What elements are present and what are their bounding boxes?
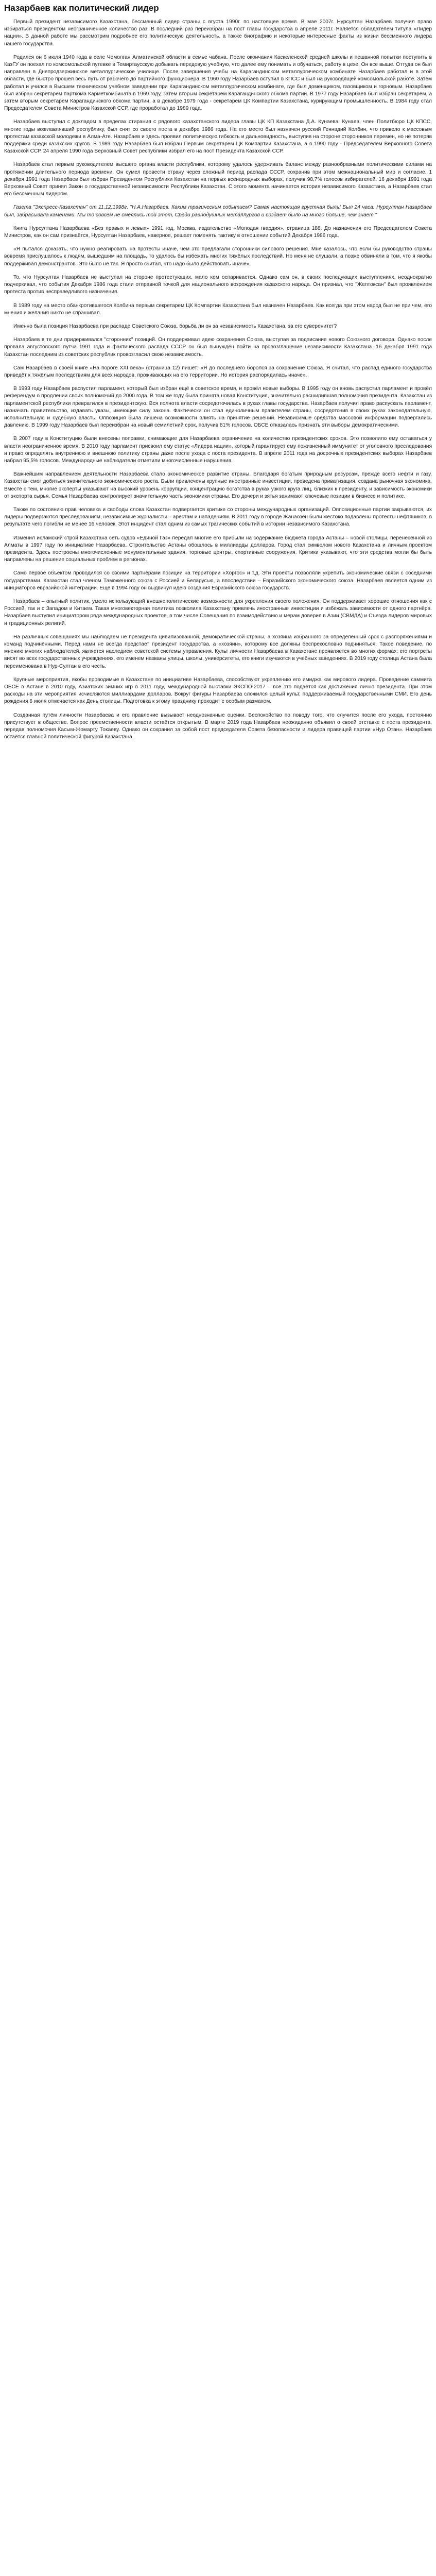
- paragraph-text: Книга Нурсултана Назарбаева «Без правых и левых» 1991 год, Москва, издательство «Молодая гвардия», страница 188. До назначения его Председателем Совета Министров, как он сам признаётся, Нурсултан Назарбаев, наверное, решает поменять тактику в отношении событий Декабря 1986 года.: [4, 225, 432, 239]
- paragraph-text: Назарбаев стал первым руководителем высшего органа власти республики, которому удалось удерживать баланс между разнообразными политическими силами на протяжении длительного периода времени. Он сумел провести страну через сложный период распада СССР, сохранив при этом межнациональный мир и согласие. 1 декабря 1991 года Назарбаев был избран Президентом Республики Казахстан на первых всенародных выборах, получив 98,7% голосов избирателей. 16 декабря 1991 года Верховный Совет принял Закон о государственной независимости Республики Казахстан. С этого момента начинается история независимого Казахстана, а Назарбаев стал его бессменным лидером.: [4, 162, 432, 197]
- paragraph-text: Также по состоянию прав человека и свободы слова Казахстан подвергается критике со стороны международных организаций. Оппозиционные партии закрываются, их лидеры подвергаются преследованиям, независимые журналисты – арестам и нападениям. В 2011 году в городе Жанаозен были жестоко подавлены протесты нефтяников, в результате чего погибли не менее 16 человек. Этот инцидент стал одним из самых трагических событий в истории независимого Казахстана.: [4, 506, 432, 528]
- paragraph: [4, 385, 432, 429]
- paragraph: [4, 365, 432, 379]
- paragraph-text: Назарбаев в те дни придерживался "сторонних" позиций. Он поддерживал идею сохранения Союза, выступая за подписание нового Союзного договора. Однако после провала августовского путча 1991 года и фактического распада СССР он был вынужден пойти на провозглашение независимости Казахстана. 16 декабря 1991 года Казахстан последним из советских республик провозгласил свою независимость.: [4, 337, 432, 358]
- paragraph: [4, 246, 432, 268]
- paragraph-text: «Я пытался доказать, что нужно реагировать на протесты иначе, чем это предлагали сторонники силового решения. Мне казалось, что если бы руководство страны вовремя прислушалось к людям, вышедшим на площадь, то удалось бы избежать многих тяжёлых последствий. Но меня не слушали, а позже обвиняли в том, что я якобы поддерживал демонстрантов. Это было не так. Я просто считал, что надо было действовать иначе».: [4, 246, 432, 267]
- paragraph: [4, 19, 432, 48]
- paragraph-text: В 1989 году на место обанкротившегося Колбина первым секретарем ЦК Компартии Казахстана был назначен Назарбаев. Как всегда при этом народ был не при чем, его мнения и желания никто не спрашивал.: [4, 302, 432, 316]
- paragraph: [4, 712, 432, 741]
- paragraph: [4, 225, 432, 240]
- article-title: Назарбаев как политический лидер: [4, 3, 159, 13]
- paragraph: [4, 204, 432, 218]
- paragraph: [4, 336, 432, 359]
- paragraph: [4, 274, 432, 296]
- paragraph-text: Первый президент независимого Казахстана, бессменный лидер страны с вгуста 1990г. по настоящее время. В мае 2007г. Нурсултан Назарбаев получил право избираться президентом неограниченное количество раз. В последний раз переизбран на пост главы государства в апреле 2011г. Является обладателем титула «Лидер нации». В данной работе мы рассмотрим подробнее его политическую деятельность, а также биографию и некоторые интересные факты из жизни бессменного лидера нашего государства.: [4, 19, 432, 47]
- paragraph-text: В 2007 году в Конституцию были внесены поправки, снимающие для Назарбаева ограничение на количество президентских сроков. Это позволило ему оставаться у власти неограниченное время. В 2010 году парламент присвоил ему статус «Лидера нации», который гарантирует ему пожизненный иммунитет от уголовного преследования и право определять внутреннюю и внешнюю политику страны даже после ухода с поста президента. В апреле 2011 года на досрочных президентских выборах Назарбаев набрал 95,5% голосов. Международные наблюдатели отметили многочисленные нарушения.: [4, 436, 432, 464]
- article: [0, 0, 436, 741]
- paragraph-text: То, что Нурсултан Назарбаев не выступал на стороне протестующих, мало кем оспаривается. Однако сам он, в своих последующих выступлениях, неоднократно подчеркивал, что события Декабря 1986 года стали отправной точкой для национального возрождения казахского народа. Он признал, что "Желтоксан" был проявлением протеста против несправедливого назначения.: [4, 274, 432, 295]
- paragraph: [4, 161, 432, 198]
- paragraph: [4, 471, 432, 500]
- paragraph: [4, 54, 432, 113]
- paragraph: [4, 435, 432, 465]
- paragraph: [4, 570, 432, 592]
- paragraph-text: Сам Назарбаев в своей книге «На пороге XXI века» (страница 12) пишет: «Я до последнего боролся за сохранение Союза. Я считал, что распад единого государства приведёт к тяжёлым последствиям для всех народов, проживающих на его территории. Но история распорядилась иначе».: [4, 365, 432, 378]
- paragraph: [4, 676, 432, 706]
- paragraph-text: Назарбаев – опытный политик, умело использующий внешнеполитические возможности для укрепления своего положения. Он поддерживает хорошие отношения как с Россией, так и с Западом и Китаем. Такая многовекторная политика позволила Казахстану привлечь иностранные инвестиции и избежать зависимости от одного партнёра. Назарбаев выступил инициатором ряда международных проектов, в том числе Совещания по взаимодействию и мерам доверия в Азии (СВМДА) и Съезда лидеров мировых и традиционных религий.: [4, 599, 432, 626]
- paragraph-text: Изменил исламский строй Казахстана сеть судов «Единой Газ» передал многие его прибыли на содержание бюджета города Астаны – новой столицы, перенесённой из Алматы в 1997 году по инициативе Назарбаева. Строительство Астаны обошлось в миллиарды долларов. Город стал символом нового Казахстана и личным проектом президента. Здесь построены многочисленные монументальные здания, торговые центры, спортивные сооружения. Критики указывают, что эти средства могли бы быть направлены на решение социальных проблем в регионах.: [4, 535, 432, 563]
- paragraph-text: Именно была позиция Назарбаева при распаде Советского Союза, борьба ли он за независимость Казахстана, за его суверенитет?: [13, 323, 337, 329]
- paragraph-text: В 1993 году Назарбаев распустил парламент, который был избран ещё в советское время, и провёл новые выборы. В 1995 году он вновь распустил парламент и провёл референдум о продлении своих полномочий до 2000 года. В том же году была принята новая Конституция, значительно расширившая полномочия президента. Казахстан из парламентской республики превратился в президентскую. Вся полнота власти сосредоточилась в руках главы государства. Назарбаев получил право распускать парламент, назначать правительство, издавать указы, имеющие силу закона. Фактически он стал единоличным правителем страны, сосредоточив в своих руках законодательную, исполнительную и судебную власть. Оппозиция была лишена возможности влиять на принятие решений. Независимые средства массовой информации подвергались давлению. В 1999 году Назарбаев был переизбран на новый семилетний срок, получив 81% голосов. ОБСЕ отказалась признать эти выборы демократическими.: [4, 386, 432, 429]
- paragraph-text: На различных совещаниях мы наблюдаем не президента цивилизованной, демократической страны, а хозяина избранного за определённый срок с распоряжениями и команд подчинёнными. Перед нами не всегда предстает президент государства, а «хозяин», которому все должны беспрекословно подчиняться. Такое поведение, по мнению многих наблюдателей, является наследием советской системы управления. Культ личности Назарбаева в Казахстане проявляется во многих формах: его портреты висят во всех государственных учреждениях, его именем названы улицы, школы, университеты, его книги изучаются в учебных заведениях. В 2019 году столица Астана была переименована в Нур-Султан в его честь.: [4, 634, 432, 669]
- paragraph: [4, 634, 432, 670]
- paragraph: [4, 323, 432, 330]
- paragraph-text: Созданная путём личности Назарбаева и его правление вызывает неоднозначные оценки. Беспокойство по поводу того, что случится после его ухода, постоянно присутствует в обществе. Вопрос преемственности власти остаётся открытым. В марте 2019 года Назарбаев неожиданно объявил о своей отставке с поста президента, передав полномочия Касым-Жомарту Токаеву. Однако он сохранил за собой пост председателя Совета безопасности и лидера правящей партии «Нур Отан». Назарбаев остаётся главной политической фигурой Казахстана.: [4, 712, 432, 740]
- paragraph: [4, 506, 432, 529]
- paragraph: [4, 598, 432, 628]
- article-body: [4, 19, 432, 741]
- paragraph-text: Газета "Экспресс-Казахстан" от 11.12.1998г. "Н.А.Назарбаев. Каким трагическим событием? Самая настоящая грустная быль! Был 24 часа. Нурсултан Назарбаев был, забрасывала каменами. Мы то совсем не смеялись той этот, Среди равнодушных металлургов и создает было на много больше, чем знает.": [4, 205, 432, 218]
- paragraph-text: Крупные мероприятия, якобы проводимые в Казахстане по инициативе Назарбаева, способствуют укреплению его имиджа как мирового лидера. Проведение саммита ОБСЕ в Астане в 2010 году, Азиатских зимних игр в 2011 году, международной выставки ЭКСПО-2017 – все это подаётся как достижения лично президента. При этом расходы на эти мероприятия исчисляются миллиардами долларов. Вокруг фигуры Назарбаева сложился целый культ, поддерживаемый государственными СМИ. Его день рождения 6 июля отмечается как День столицы. Подготовка к этому празднику проходит с особым размахом.: [4, 676, 432, 705]
- paragraph-text: Назарбаев выступил с докладом в пределах стирания с рядового казахстанского лидера главы ЦК КП Казахстана Д.А. Кунаева. Кунаев, член Политбюро ЦК КПСС, многие годы возглавлявший республику, был снят со своего поста в декабре 1986 года. На его место был назначен русский Геннадий Колбин, что привело к массовым протестам казахской молодежи в Алма-Ате. Назарбаев и здесь проявил политическую гибкость и дальновидность, выступив на стороне сторонников перемен, но не потеряв поддержки среди казахских кругов. В 1989 году Назарбаев был избран Первым секретарем ЦК Компартии Казахстана, а в 1990 году - Председателем Верховного Совета Казахской ССР. 24 апреля 1990 года Верховный Совет республики избрал его на пост Президента Казахской ССР.: [4, 119, 432, 155]
- paragraph: [4, 118, 432, 155]
- paragraph: [4, 302, 432, 317]
- paragraph-text: Само первое объектом проводился со своими партнёрами позиции на территории «Хоргос» и т.д. Эти проекты позволяли укрепить экономические связи с соседними государствами. Казахстан стал членом Таможенного союза с Россией и Беларусью, а впоследствии – Евразийского экономического союза. Назарбаев является одним из инициаторов евразийской интеграции. Ещё в 1994 году он выдвинул идею создания Евразийского союза государств.: [4, 570, 432, 591]
- paragraph: [4, 535, 432, 564]
- paragraph-text: Родился он 6 июля 1940 года в селе Чемолган Алматинской области в семье чабана. После окончания Каскеленской средней школы и пешанной попытки поступить в КазГУ он поехал по комсомольской путевке в Темиртаусскую добывать передовую учебную, что далее ему понимать и обучаться, работу в цехе. Он все выше. Оттуда он был направлен в Днепродзержинское металлургическое училище. После завершения учебы на Карагандинском металлургическом комбинате Назарбаев работал и в этой области, где быстро прошел весь путь от рабочего до партийного функционера. В 1960 году Назарбаев вступил в КПСС и был на руководящей комсомольской работе. Затем работал и учился в Высшем техническом учебном заведении при Карагандинском металлургическом комбинате, где был доменщиком, газовщиком и горновым. Назарбаев был избран секретарем парткома Карметкомбината в 1969 году, затем вторым секретарем Карагандинского обкома партии. В 1977 году Назарбаев был избран секретарем, а затем вторым секретарем Карагандинского обкома партии, а в декабре 1979 года - секретарем ЦК Компартии Казахстана, курирующим промышленность. В 1984 году стал Председателем Совета Министров Казахской ССР, где проработал до 1989 года.: [4, 54, 432, 112]
- paragraph-text: Важнейшим направлением деятельности Назарбаева стало экономическое развитие страны. Благодаря богатым природным ресурсам, прежде всего нефти и газу, Казахстан смог добиться значительного экономического роста. Были привлечены крупные иностранные инвестиции, проведена приватизация, создана рыночная экономика. Вместе с тем, многие эксперты указывают на высокий уровень коррупции, концентрацию богатства в руках узкого круга лиц, близких к президенту, и зависимость экономики от экспорта сырья. Семья Назарбаева контролирует значительную часть экономики страны. Его дочери и зятья занимают ключевые позиции в бизнесе и политике.: [4, 471, 432, 499]
